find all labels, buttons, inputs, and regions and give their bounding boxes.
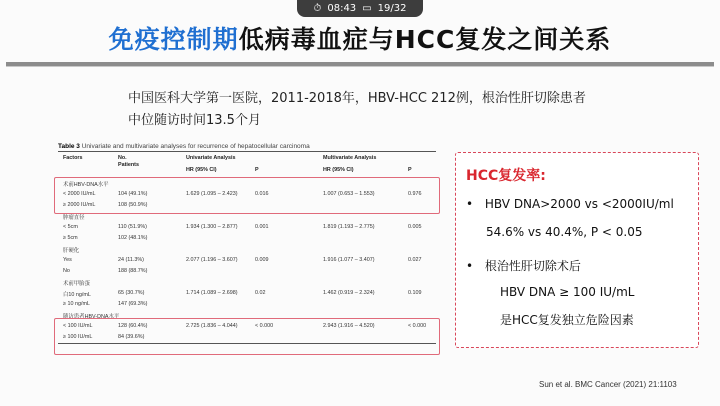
title-highlight: 免疫控制期 — [108, 25, 239, 54]
table-cell-factor: ≥ 10 ng/mL — [63, 301, 90, 307]
citation: Sun et al. BMC Cancer (2021) 21:1103 — [539, 380, 677, 389]
panel-line-2: 54.6% vs 40.4%, P < 0.05 — [486, 225, 643, 239]
title-divider-shadow — [6, 66, 714, 67]
table-cell-factor: 肿瘤直径 — [63, 215, 85, 221]
panel-line-4: HBV DNA ≥ 100 IU/mL — [500, 285, 635, 299]
table-cell-factor: Yes — [63, 257, 72, 263]
table-row — [58, 277, 436, 288]
table-cell-p2: 0.109 — [408, 290, 422, 296]
header-patients-1: No. — [118, 155, 127, 161]
panel-line-3: 根治性肝切除术后 — [484, 259, 581, 273]
header-patients-2: Patients — [118, 162, 139, 168]
table-caption-label: Table 3 — [58, 143, 80, 150]
clock-icon: ⏱ — [313, 3, 322, 14]
table-cell-hr1: 1.934 (1.300 – 2.877) — [186, 224, 238, 230]
table-cell-n: 84 (39.6%) — [118, 334, 145, 340]
intro-line-1: 中国医科大学第一医院，2011-2018年，HBV-HCC 212例，根治性肝切除患者 — [128, 91, 586, 106]
slide-title — [0, 20, 720, 56]
table-cell-hr1: 1.714 (1.089 – 2.698) — [186, 290, 238, 296]
table-cell-n: 128 (60.4%) — [118, 323, 148, 329]
table-cell-hr2: 1.916 (1.077 – 3.407) — [323, 257, 375, 263]
table-cell-hr2: 1.462 (0.919 – 2.324) — [323, 290, 375, 296]
table-cell-p2: < 0.000 — [408, 323, 427, 329]
header-multivariate: Multivariate Analysis — [323, 155, 377, 161]
page-icon: ▭ — [362, 3, 372, 14]
panel-item-1 — [466, 197, 674, 211]
highlight-box-preop-hbv — [54, 177, 440, 214]
table-cell-p1: 0.016 — [255, 191, 269, 197]
table-row — [58, 233, 436, 244]
table-cell-p1: < 0.000 — [255, 323, 274, 329]
table-cell-factor: < 100 IU/mL — [63, 323, 93, 329]
table-cell-factor: ≥ 5cm — [63, 235, 78, 241]
bullet-icon: • — [466, 197, 474, 211]
table-caption — [58, 143, 310, 150]
study-intro — [128, 88, 586, 132]
table-cell-p1: 0.001 — [255, 224, 269, 230]
header-hr-1: HR (95% CI) — [186, 167, 217, 173]
table-cell-n: 104 (49.1%) — [118, 191, 148, 197]
table-cell-p2: 0.005 — [408, 224, 422, 230]
table-cell-p1: 0.02 — [255, 290, 266, 296]
table-cell-factor: ≥ 2000 IU/mL — [63, 202, 96, 208]
table-cell-p2: 0.027 — [408, 257, 422, 263]
table-cell-hr1: 2.725 (1.836 – 4.044) — [186, 323, 238, 329]
bullet-icon: • — [466, 259, 474, 273]
status-page: 19/32 — [377, 3, 407, 14]
table-header — [58, 152, 436, 178]
table-cell-hr2: 1.007 (0.653 – 1.553) — [323, 191, 375, 197]
header-hr-2: HR (95% CI) — [323, 167, 354, 173]
table-cell-hr2: 1.819 (1.193 – 2.775) — [323, 224, 375, 230]
table-cell-n: 110 (51.9%) — [118, 224, 147, 230]
table-row — [58, 255, 436, 266]
table-cell-hr1: 2.077 (1.196 – 3.607) — [186, 257, 238, 263]
table-cell-hr1: 1.629 (1.095 – 2.423) — [186, 191, 238, 197]
table-cell-factor: ≥ 100 IU/mL — [63, 334, 93, 340]
title-rest: 低病毒血症与HCC复发之间关系 — [238, 25, 612, 54]
panel-item-2 — [466, 257, 581, 274]
intro-line-2: 中位随访时间13.5个月 — [128, 113, 261, 128]
table-cell-n: 65 (30.7%) — [118, 290, 145, 296]
table-cell-n: 24 (11.3%) — [118, 257, 144, 263]
table-cell-factor: < 5cm — [63, 224, 78, 230]
table-caption-text: Univariate and multivariate analyses for recurrence of hepatocellular carcinoma — [79, 143, 310, 150]
table-cell-factor: 肝硬化 — [63, 248, 80, 254]
table-row — [58, 222, 436, 233]
table-cell-factor: < 2000 IU/mL — [63, 191, 96, 197]
table-cell-n: 188 (88.7%) — [118, 268, 148, 274]
table-cell-n: 102 (48.1%) — [118, 235, 148, 241]
highlight-box-followup-hbv — [54, 318, 440, 355]
table-cell-p1: 0.009 — [255, 257, 269, 263]
status-bar — [297, 0, 423, 17]
table-row — [58, 266, 436, 277]
header-factors: Factors — [63, 155, 83, 161]
table-row — [58, 288, 436, 299]
table-row — [58, 299, 436, 310]
table-cell-factor: 随访患者HBV-DNA水平 — [63, 314, 120, 320]
table-row — [58, 244, 436, 255]
table-cell-hr2: 2.943 (1.916 – 4.520) — [323, 323, 375, 329]
table-cell-p2: 0.976 — [408, 191, 422, 197]
summary-panel — [455, 152, 699, 348]
table-cell-factor: No — [63, 268, 70, 274]
panel-title: HCC复发率: — [466, 168, 546, 184]
status-time: 08:43 — [327, 3, 357, 14]
panel-line-5: 是HCC复发独立危险因素 — [500, 313, 634, 327]
header-p-2: P — [408, 167, 412, 173]
table-cell-factor: 术前甲胎蛋 — [63, 281, 90, 287]
table-cell-factor: 白10 ng/mL — [63, 292, 91, 298]
panel-line-1: HBV DNA>2000 vs <2000IU/ml — [484, 197, 674, 211]
header-univariate: Univariate Analysis — [186, 155, 236, 161]
table-cell-n: 108 (50.9%) — [118, 202, 148, 208]
table-cell-n: 147 (69.3%) — [118, 301, 148, 307]
header-p-1: P — [255, 167, 259, 173]
table-cell-factor: 术前HBV-DNA水平 — [63, 182, 109, 188]
